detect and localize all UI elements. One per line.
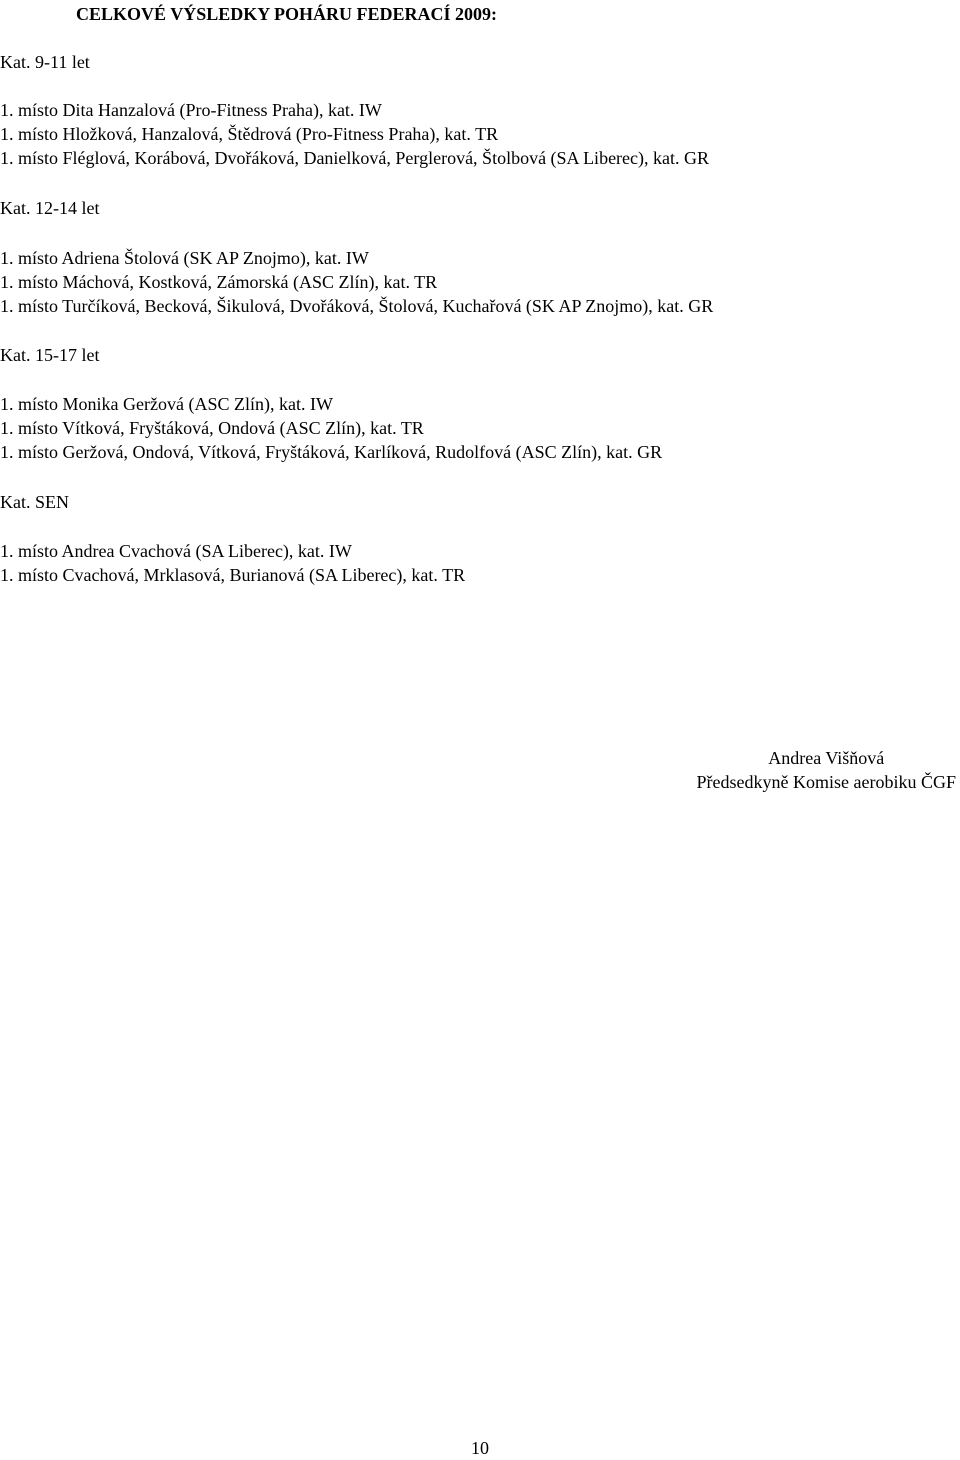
result-line: 1. místo Hložková, Hanzalová, Štědrová (Pro-Fitness Praha), kat. TR — [0, 124, 499, 144]
document-title: CELKOVÉ VÝSLEDKY POHÁRU FEDERACÍ 2009: — [76, 4, 498, 24]
result-line: 1. místo Adriena Štolová (SK AP Znojmo), kat. IW — [0, 248, 369, 268]
category-heading: Kat. 15-17 let — [0, 345, 100, 365]
result-line: 1. místo Vítková, Fryštáková, Ondová (ASC Zlín), kat. TR — [0, 418, 424, 438]
result-line: 1. místo Turčíková, Becková, Šikulová, Dvořáková, Štolová, Kuchařová (SK AP Znojmo), kat. GR — [0, 296, 714, 316]
result-line: 1. místo Andrea Cvachová (SA Liberec), kat. IW — [0, 541, 352, 561]
result-line: 1. místo Monika Geržová (ASC Zlín), kat. IW — [0, 394, 333, 414]
category-section — [0, 490, 960, 514]
results-list — [0, 539, 960, 587]
page-number: 10 — [471, 1438, 489, 1458]
results-list — [0, 246, 960, 318]
result-line: 1. místo Fléglová, Korábová, Dvořáková, Danielková, Perglerová, Štolbová (SA Liberec), kat. GR — [0, 148, 710, 168]
signature-name: Andrea Višňová — [768, 748, 885, 768]
results-list — [0, 98, 960, 170]
category-section — [0, 343, 960, 367]
category-section — [0, 196, 960, 220]
category-heading: Kat. SEN — [0, 492, 69, 512]
result-line: 1. místo Geržová, Ondová, Vítková, Fryštáková, Karlíková, Rudolfová (ASC Zlín), kat. GR — [0, 442, 663, 462]
result-line: 1. místo Cvachová, Mrklasová, Burianová (SA Liberec), kat. TR — [0, 565, 466, 585]
category-heading: Kat. 9-11 let — [0, 52, 90, 72]
result-line: 1. místo Máchová, Kostková, Zámorská (ASC Zlín), kat. TR — [0, 272, 438, 292]
category-section — [0, 50, 960, 74]
results-list — [0, 392, 960, 464]
signature-block — [697, 746, 956, 794]
category-heading: Kat. 12-14 let — [0, 198, 100, 218]
signature-role: Předsedkyně Komise aerobiku ČGF — [696, 772, 956, 792]
result-line: 1. místo Dita Hanzalová (Pro-Fitness Praha), kat. IW — [0, 100, 382, 120]
